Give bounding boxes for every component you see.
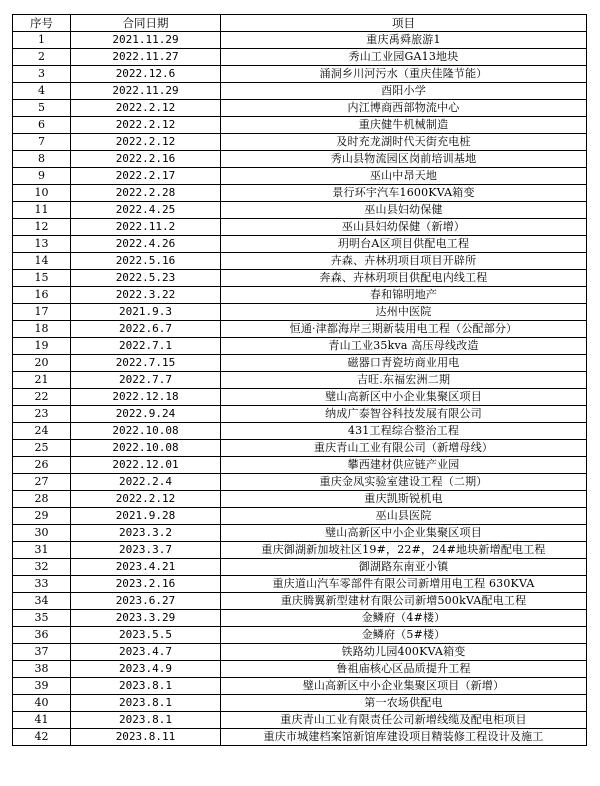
cell-project: 重庆道山汽车零部件有限公司新增用电工程 630KVA [221, 576, 587, 593]
table-row [13, 610, 587, 627]
cell-no: 39 [13, 678, 71, 695]
cell-no: 27 [13, 474, 71, 491]
contract-sheet [12, 14, 586, 746]
cell-project: 春和锦明地产 [221, 287, 587, 304]
cell-no: 38 [13, 661, 71, 678]
cell-no: 22 [13, 389, 71, 406]
cell-no: 24 [13, 423, 71, 440]
cell-date: 2022.2.16 [71, 151, 221, 168]
cell-project: 金鳞府（5#楼） [221, 627, 587, 644]
cell-project: 铁路幼儿园400KVA箱变 [221, 644, 587, 661]
table-row [13, 593, 587, 610]
cell-no: 3 [13, 66, 71, 83]
table-row [13, 542, 587, 559]
cell-project: 酉阳小学 [221, 83, 587, 100]
cell-project: 重庆市城建档案馆新馆库建设项目精装修工程设计及施工 [221, 729, 587, 746]
cell-no: 6 [13, 117, 71, 134]
cell-date: 2022.12.01 [71, 457, 221, 474]
table-row [13, 270, 587, 287]
cell-no: 42 [13, 729, 71, 746]
cell-project: 巫山县妇幼保健（新增） [221, 219, 587, 236]
table-row [13, 559, 587, 576]
header-row [13, 15, 587, 32]
cell-project: 吉旺.东福宏洲二期 [221, 372, 587, 389]
cell-no: 13 [13, 236, 71, 253]
cell-no: 30 [13, 525, 71, 542]
cell-no: 17 [13, 304, 71, 321]
cell-date: 2022.2.17 [71, 168, 221, 185]
cell-date: 2022.5.23 [71, 270, 221, 287]
cell-no: 1 [13, 32, 71, 49]
cell-project: 青山工业35kva 高压母线改造 [221, 338, 587, 355]
cell-no: 34 [13, 593, 71, 610]
cell-project: 重庆腾翼新型建材有限公司新增500kVA配电工程 [221, 593, 587, 610]
table-row [13, 644, 587, 661]
cell-project: 玥明台A区项目供配电工程 [221, 236, 587, 253]
table-row [13, 304, 587, 321]
cell-no: 7 [13, 134, 71, 151]
cell-no: 4 [13, 83, 71, 100]
table-row [13, 338, 587, 355]
table-row [13, 168, 587, 185]
cell-project: 重庆凯斯锐机电 [221, 491, 587, 508]
table-row [13, 491, 587, 508]
cell-date: 2022.7.7 [71, 372, 221, 389]
table-body [13, 32, 587, 746]
table-row [13, 134, 587, 151]
cell-project: 秀山工业园GA13地块 [221, 49, 587, 66]
header-date: 合同日期 [71, 15, 221, 32]
cell-project: 内江博商西部物流中心 [221, 100, 587, 117]
cell-no: 41 [13, 712, 71, 729]
cell-date: 2022.5.16 [71, 253, 221, 270]
table-row [13, 321, 587, 338]
cell-date: 2022.2.12 [71, 491, 221, 508]
cell-no: 37 [13, 644, 71, 661]
cell-no: 36 [13, 627, 71, 644]
cell-no: 5 [13, 100, 71, 117]
cell-date: 2023.4.7 [71, 644, 221, 661]
cell-project: 重庆金凤实验室建设工程（二期） [221, 474, 587, 491]
cell-date: 2022.2.12 [71, 117, 221, 134]
cell-no: 29 [13, 508, 71, 525]
cell-no: 28 [13, 491, 71, 508]
table-row [13, 202, 587, 219]
cell-project: 重庆青山工业有限责任公司新增线缆及配电柜项目 [221, 712, 587, 729]
cell-date: 2023.3.2 [71, 525, 221, 542]
table-row [13, 236, 587, 253]
cell-date: 2023.8.11 [71, 729, 221, 746]
cell-project: 涌洞乡川河污水（重庆佳隆节能） [221, 66, 587, 83]
table-row [13, 151, 587, 168]
cell-date: 2022.2.12 [71, 134, 221, 151]
cell-project: 重庆御湖新加坡社区19#，22#，24#地块新增配电工程 [221, 542, 587, 559]
cell-date: 2023.8.1 [71, 712, 221, 729]
table-row [13, 729, 587, 746]
table-row [13, 100, 587, 117]
cell-no: 10 [13, 185, 71, 202]
cell-date: 2021.9.3 [71, 304, 221, 321]
cell-project: 攀西建材供应链产业园 [221, 457, 587, 474]
cell-project: 卉森、卉林玥项目项目开辟所 [221, 253, 587, 270]
cell-date: 2022.3.22 [71, 287, 221, 304]
table-row [13, 474, 587, 491]
cell-project: 重庆青山工业有限公司（新增母线） [221, 440, 587, 457]
cell-date: 2022.11.29 [71, 83, 221, 100]
table-row [13, 457, 587, 474]
table-row [13, 32, 587, 49]
table-row [13, 440, 587, 457]
cell-date: 2022.2.28 [71, 185, 221, 202]
cell-date: 2023.8.1 [71, 695, 221, 712]
cell-no: 32 [13, 559, 71, 576]
cell-no: 2 [13, 49, 71, 66]
table-row [13, 355, 587, 372]
cell-project: 重庆健牛机械制造 [221, 117, 587, 134]
cell-project: 恒通·津都海岸三期新装用电工程（公配部分） [221, 321, 587, 338]
table-row [13, 253, 587, 270]
table-row [13, 525, 587, 542]
cell-no: 19 [13, 338, 71, 355]
cell-no: 23 [13, 406, 71, 423]
cell-no: 14 [13, 253, 71, 270]
cell-no: 25 [13, 440, 71, 457]
cell-no: 26 [13, 457, 71, 474]
table-row [13, 712, 587, 729]
cell-project: 巫山县妇幼保健 [221, 202, 587, 219]
cell-project: 巫山中昂天地 [221, 168, 587, 185]
table-row [13, 66, 587, 83]
table-row [13, 695, 587, 712]
cell-project: 磁器口青瓷坊商业用电 [221, 355, 587, 372]
cell-project: 及时充龙湖时代天街充电桩 [221, 134, 587, 151]
table-row [13, 389, 587, 406]
cell-date: 2022.2.12 [71, 100, 221, 117]
cell-date: 2022.12.6 [71, 66, 221, 83]
cell-project: 秀山县物流园区岗前培训基地 [221, 151, 587, 168]
cell-no: 40 [13, 695, 71, 712]
table-row [13, 627, 587, 644]
table-row [13, 117, 587, 134]
table-row [13, 287, 587, 304]
cell-date: 2022.10.08 [71, 440, 221, 457]
cell-date: 2023.4.9 [71, 661, 221, 678]
cell-project: 达州中医院 [221, 304, 587, 321]
cell-date: 2022.9.24 [71, 406, 221, 423]
table-row [13, 406, 587, 423]
cell-no: 31 [13, 542, 71, 559]
cell-date: 2023.8.1 [71, 678, 221, 695]
cell-project: 璧山高新区中小企业集聚区项目 [221, 389, 587, 406]
cell-project: 鲁祖庙核心区品质提升工程 [221, 661, 587, 678]
cell-date: 2022.2.4 [71, 474, 221, 491]
table-row [13, 372, 587, 389]
cell-date: 2022.4.25 [71, 202, 221, 219]
table-row [13, 678, 587, 695]
cell-date: 2022.7.15 [71, 355, 221, 372]
cell-no: 16 [13, 287, 71, 304]
cell-date: 2022.6.7 [71, 321, 221, 338]
cell-date: 2023.2.16 [71, 576, 221, 593]
cell-date: 2022.11.27 [71, 49, 221, 66]
cell-no: 21 [13, 372, 71, 389]
cell-no: 18 [13, 321, 71, 338]
cell-date: 2022.12.18 [71, 389, 221, 406]
cell-project: 纳成广泰智谷科技发展有限公司 [221, 406, 587, 423]
cell-date: 2023.6.27 [71, 593, 221, 610]
cell-date: 2021.9.28 [71, 508, 221, 525]
cell-no: 20 [13, 355, 71, 372]
table-row [13, 49, 587, 66]
cell-project: 璧山高新区中小企业集聚区项目 [221, 525, 587, 542]
cell-no: 35 [13, 610, 71, 627]
cell-date: 2022.10.08 [71, 423, 221, 440]
cell-project: 奔森、卉林玥项目供配电内线工程 [221, 270, 587, 287]
contracts-table [12, 14, 587, 746]
cell-project: 璧山高新区中小企业集聚区项目（新增） [221, 678, 587, 695]
cell-date: 2023.3.29 [71, 610, 221, 627]
cell-project: 景行环宇汽车1600KVA箱变 [221, 185, 587, 202]
cell-date: 2022.4.26 [71, 236, 221, 253]
cell-date: 2022.7.1 [71, 338, 221, 355]
cell-project: 重庆禹舜旅游1 [221, 32, 587, 49]
cell-no: 33 [13, 576, 71, 593]
cell-project: 御湖路东南亚小镇 [221, 559, 587, 576]
cell-no: 8 [13, 151, 71, 168]
cell-date: 2022.11.2 [71, 219, 221, 236]
cell-date: 2023.4.21 [71, 559, 221, 576]
table-row [13, 83, 587, 100]
cell-no: 12 [13, 219, 71, 236]
cell-no: 9 [13, 168, 71, 185]
table-row [13, 661, 587, 678]
cell-date: 2023.3.7 [71, 542, 221, 559]
table-row [13, 508, 587, 525]
cell-project: 巫山县医院 [221, 508, 587, 525]
cell-project: 431工程综合整治工程 [221, 423, 587, 440]
table-row [13, 185, 587, 202]
header-no: 序号 [13, 15, 71, 32]
cell-no: 11 [13, 202, 71, 219]
table-row [13, 423, 587, 440]
cell-project: 第一农场供配电 [221, 695, 587, 712]
table-row [13, 219, 587, 236]
cell-date: 2021.11.29 [71, 32, 221, 49]
cell-project: 金鳞府（4#楼） [221, 610, 587, 627]
table-row [13, 576, 587, 593]
cell-date: 2023.5.5 [71, 627, 221, 644]
header-project: 项目 [221, 15, 587, 32]
cell-no: 15 [13, 270, 71, 287]
